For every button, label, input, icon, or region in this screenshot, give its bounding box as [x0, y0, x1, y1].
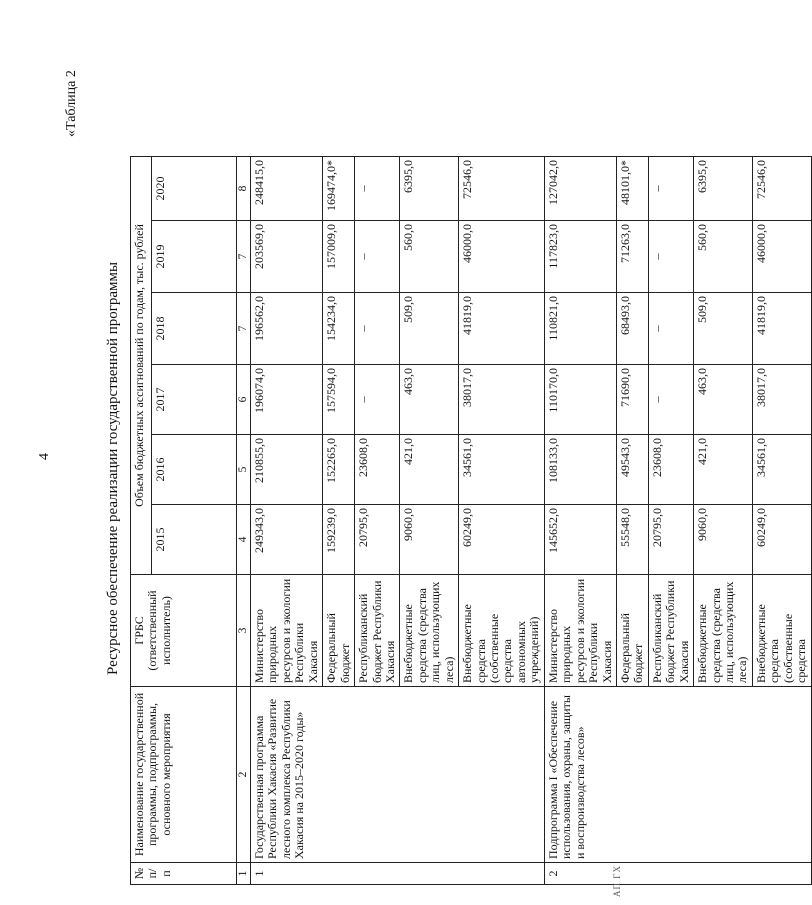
- value-cell: 509,0: [694, 293, 753, 365]
- header-year: 2017: [152, 365, 237, 435]
- value-cell: 108133,0: [544, 435, 616, 505]
- value-cell: 9060,0: [400, 505, 459, 575]
- value-cell: 203569,0: [251, 221, 323, 293]
- value-cell: 157594,0: [323, 365, 355, 435]
- value-cell: 71690,0: [616, 365, 648, 435]
- value-cell: 38017,0: [752, 365, 811, 435]
- value-cell: 34561,0: [752, 435, 811, 505]
- value-cell: 463,0: [400, 365, 459, 435]
- value-cell: 72546,0: [459, 157, 545, 221]
- column-index: 4: [237, 505, 251, 575]
- grbs-cell: Внебюджетные средства (собственные средства автономных учреждений): [459, 575, 545, 687]
- header-name: Наименование государственной программы, подпрограммы, основного мероприятия: [131, 687, 237, 863]
- value-cell: 210855,0: [251, 435, 323, 505]
- value-cell: –: [355, 365, 400, 435]
- value-cell: 9060,0: [694, 505, 753, 575]
- value-cell: 46000,0: [459, 221, 545, 293]
- value-cell: 169474,0*: [323, 157, 355, 221]
- header-budget: Объем бюджетных ассигнований по годам, тыс. рублей: [131, 157, 152, 575]
- header-no: № п/п: [131, 863, 237, 885]
- table-reference: «Таблица 2: [64, 70, 79, 137]
- column-index: 5: [237, 435, 251, 505]
- value-cell: 110821,0: [544, 293, 616, 365]
- value-cell: 110170,0: [544, 365, 616, 435]
- grbs-cell: Республиканский бюджет Республики Хакасия: [355, 575, 400, 687]
- value-cell: 157009,0: [323, 221, 355, 293]
- value-cell: –: [355, 157, 400, 221]
- value-cell: –: [648, 221, 693, 293]
- value-cell: 196562,0: [251, 293, 323, 365]
- value-cell: 41819,0: [459, 293, 545, 365]
- value-cell: 23608,0: [355, 435, 400, 505]
- column-index: 6: [237, 365, 251, 435]
- value-cell: 20795,0: [355, 505, 400, 575]
- program-name: Подпрограмма I «Обеспечение использования, охраны, защиты и воспроизводства лесов»: [544, 687, 811, 863]
- column-index-row: [237, 157, 251, 885]
- value-cell: 154234,0: [323, 293, 355, 365]
- value-cell: 248415,0: [251, 157, 323, 221]
- page-stamp: АП ГХ: [612, 865, 622, 897]
- value-cell: 145652,0: [544, 505, 616, 575]
- value-cell: 46000,0: [752, 221, 811, 293]
- table-row: [544, 157, 616, 885]
- column-index: 1: [237, 863, 251, 885]
- value-cell: 509,0: [400, 293, 459, 365]
- header-year: 2016: [152, 435, 237, 505]
- value-cell: 49543,0: [616, 435, 648, 505]
- grbs-cell: Внебюджетные средства (средства лиц, использующих леса): [694, 575, 753, 687]
- value-cell: 560,0: [400, 221, 459, 293]
- table-row: [251, 157, 323, 885]
- value-cell: 20795,0: [648, 505, 693, 575]
- resource-table: [130, 156, 812, 885]
- value-cell: 117823,0: [544, 221, 616, 293]
- value-cell: 159239,0: [323, 505, 355, 575]
- value-cell: 560,0: [694, 221, 753, 293]
- header-year: 2015: [152, 505, 237, 575]
- column-index: 2: [237, 687, 251, 863]
- value-cell: 249343,0: [251, 505, 323, 575]
- page-number: 4: [37, 453, 52, 460]
- grbs-cell: Федеральный бюджет: [616, 575, 648, 687]
- value-cell: 6395,0: [400, 157, 459, 221]
- grbs-cell: Федеральный бюджет: [323, 575, 355, 687]
- value-cell: –: [355, 293, 400, 365]
- row-number: 1: [251, 863, 545, 885]
- value-cell: 60249,0: [752, 505, 811, 575]
- value-cell: –: [648, 157, 693, 221]
- header-row-top: [131, 157, 152, 885]
- column-index: 7: [237, 293, 251, 365]
- grbs-cell: Министерство природных ресурсов и экологии Республики Хакасия: [544, 575, 616, 687]
- value-cell: 196074,0: [251, 365, 323, 435]
- grbs-cell: Внебюджетные средства (собственные средства: [752, 575, 811, 687]
- value-cell: 71263,0: [616, 221, 648, 293]
- value-cell: 152265,0: [323, 435, 355, 505]
- grbs-cell: Министерство природных ресурсов и экологии Республики Хакасия: [251, 575, 323, 687]
- header-year: 2019: [152, 221, 237, 293]
- value-cell: 68493,0: [616, 293, 648, 365]
- value-cell: –: [355, 221, 400, 293]
- value-cell: 55548,0: [616, 505, 648, 575]
- row-number: 2: [544, 863, 811, 885]
- value-cell: 23608,0: [648, 435, 693, 505]
- column-index: 7: [237, 221, 251, 293]
- program-name: Государственная программа Республики Хакасия «Развитие лесного комплекса Республики Хакасия на 2015–2020 годы»: [251, 687, 545, 863]
- value-cell: 41819,0: [752, 293, 811, 365]
- value-cell: 127042,0: [544, 157, 616, 221]
- document-title: Ресурсное обеспечение реализации государственной программы: [105, 261, 121, 675]
- value-cell: 34561,0: [459, 435, 545, 505]
- column-index: 8: [237, 157, 251, 221]
- header-grbs: ГРБС (ответственный исполнитель): [131, 575, 237, 687]
- header-year: 2018: [152, 293, 237, 365]
- grbs-cell: Республиканский бюджет Республики Хакасия: [648, 575, 693, 687]
- value-cell: –: [648, 293, 693, 365]
- value-cell: 38017,0: [459, 365, 545, 435]
- value-cell: 48101,0*: [616, 157, 648, 221]
- value-cell: 463,0: [694, 365, 753, 435]
- grbs-cell: Внебюджетные средства (средства лиц, использующих леса): [400, 575, 459, 687]
- value-cell: 72546,0: [752, 157, 811, 221]
- value-cell: 60249,0: [459, 505, 545, 575]
- value-cell: 421,0: [400, 435, 459, 505]
- value-cell: –: [648, 365, 693, 435]
- value-cell: 6395,0: [694, 157, 753, 221]
- header-year: 2020: [152, 157, 237, 221]
- column-index: 3: [237, 575, 251, 687]
- value-cell: 421,0: [694, 435, 753, 505]
